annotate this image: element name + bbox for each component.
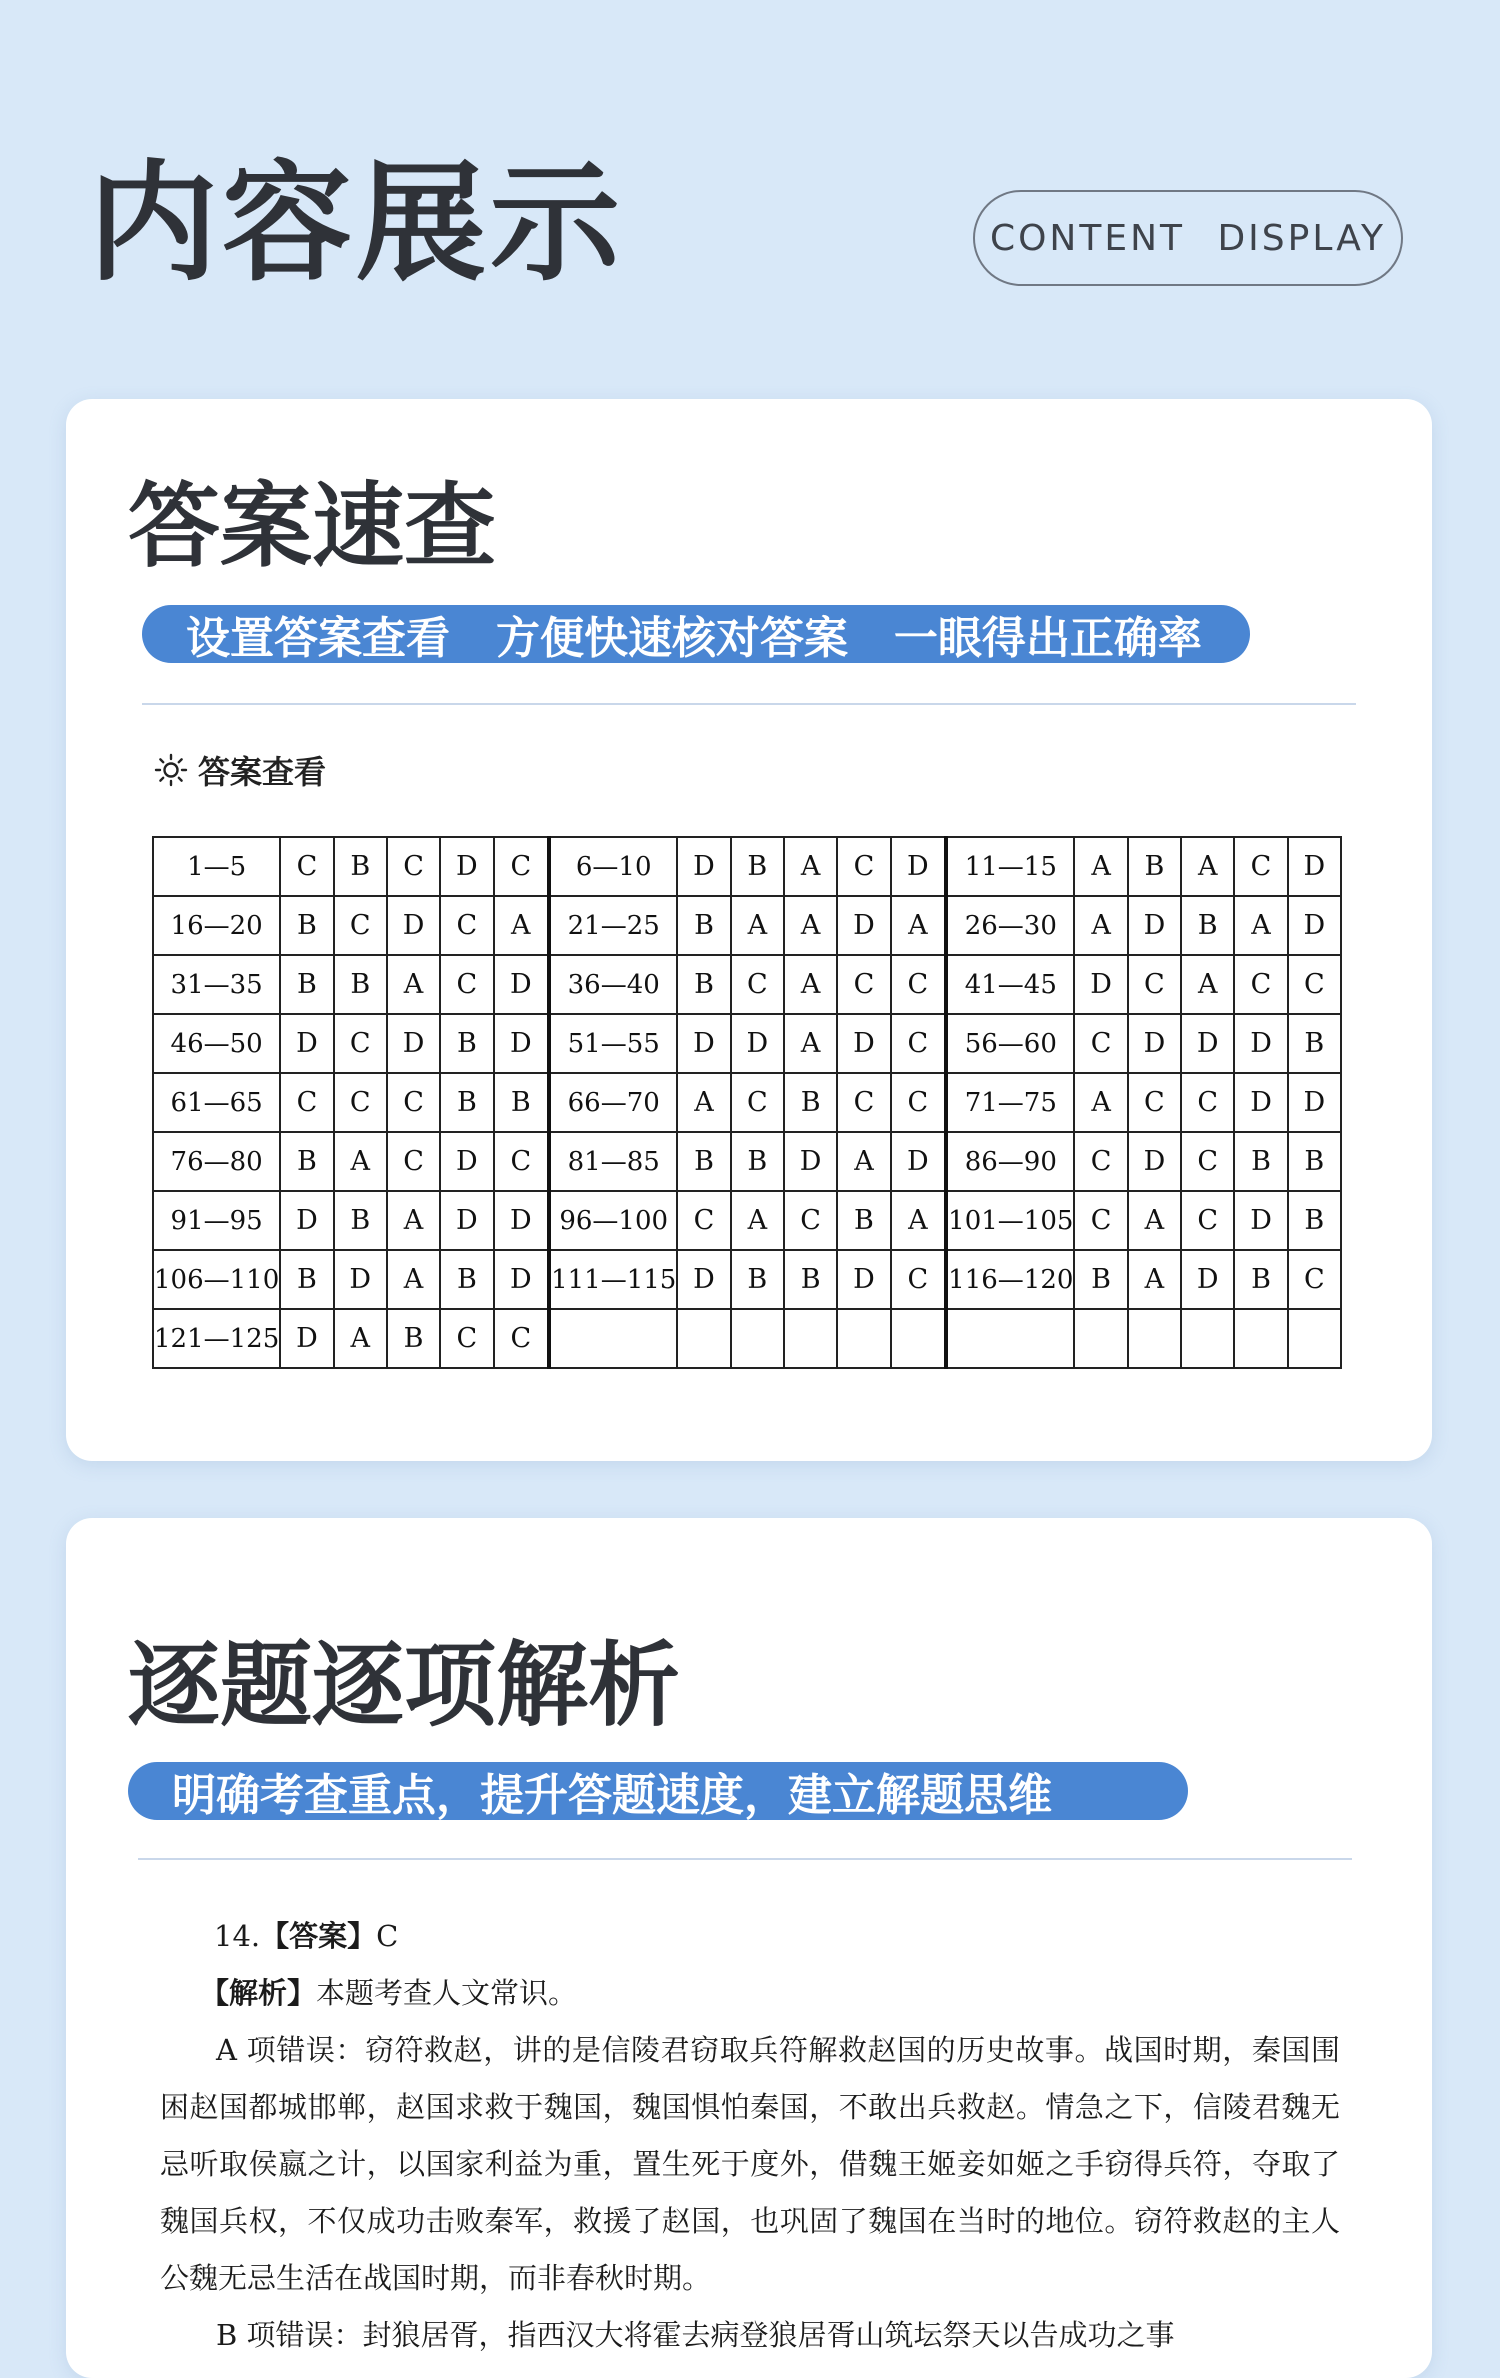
- answer-cell: D: [1288, 896, 1341, 955]
- answer-cell: C: [387, 1073, 440, 1132]
- analysis-card: [66, 1518, 1432, 2378]
- answer-cell: D: [784, 1132, 837, 1191]
- answer-cell: B: [677, 1132, 730, 1191]
- question-range-cell: 41—45: [946, 955, 1074, 1014]
- question-range-cell: 61—65: [153, 1073, 280, 1132]
- answer-cell: C: [440, 896, 493, 955]
- answer-cell: C: [731, 1073, 784, 1132]
- answer-cell: D: [837, 1250, 890, 1309]
- divider: [138, 1858, 1352, 1860]
- answer-cell: D: [1234, 1191, 1287, 1250]
- answer-cell: D: [891, 1132, 947, 1191]
- answer-cell: A: [837, 1132, 890, 1191]
- answer-cell: C: [891, 1073, 947, 1132]
- answer-cell: B: [440, 1073, 493, 1132]
- answer-cell: D: [1128, 1132, 1181, 1191]
- answer-cell: C: [837, 1073, 890, 1132]
- answer-cell: D: [1128, 1014, 1181, 1073]
- divider: [142, 703, 1356, 705]
- answer-cell: B: [1234, 1250, 1287, 1309]
- question-range-cell: 56—60: [946, 1014, 1074, 1073]
- option-b-paragraph: B 项错误：封狼居胥，指西汉大将霍去病登狼居胥山筑坛祭天以告成功之事: [216, 2318, 1175, 2352]
- answer-cell: B: [731, 1132, 784, 1191]
- answer-cell: A: [731, 1191, 784, 1250]
- answer-value: C: [376, 1919, 399, 1953]
- option-a-paragraph: A 项错误：窃符救赵，讲的是信陵君窃取兵符解救赵国的历史故事。战国时期，秦国围困赵国都城邯郸，赵国求救于魏国，魏国惧怕秦国，不敢出兵救赵。情急之下，信陵君魏无忌听取侯嬴之计，以国家利益为重，置生死于度外，借魏王姬妾如姬之手窃得兵符，夺取了魏国兵权，不仅成功击败秦军，救援了赵国，也巩固了魏国在当时的地位。窃符救赵的主人公魏无忌生活在战国时期，而非春秋时期。: [160, 2033, 1340, 2295]
- answer-cell: D: [440, 1132, 493, 1191]
- answer-cell: C: [440, 955, 493, 1014]
- sun-icon: [154, 753, 188, 787]
- answer-cell: D: [1234, 1073, 1287, 1132]
- answer-cell: B: [440, 1014, 493, 1073]
- table-row: [153, 1014, 1341, 1073]
- answer-cell: B: [1288, 1014, 1341, 1073]
- answer-cell: A: [891, 896, 947, 955]
- answer-cell: B: [731, 1250, 784, 1309]
- table-row: [153, 1191, 1341, 1250]
- answer-cell: [837, 1309, 890, 1368]
- answer-cell: C: [1234, 955, 1287, 1014]
- answer-cell: C: [1128, 955, 1181, 1014]
- answer-cell: C: [1234, 837, 1287, 896]
- answer-view-label: [154, 747, 326, 793]
- answer-cell: D: [837, 896, 890, 955]
- answer-lookup-card: [66, 399, 1432, 1461]
- question-range-cell: 111—115: [549, 1250, 677, 1309]
- answer-cell: B: [731, 837, 784, 896]
- analysis-intro: 本题考查人文常识。: [316, 1976, 578, 2010]
- answer-cell: C: [1074, 1132, 1127, 1191]
- question-range-cell: 31—35: [153, 955, 280, 1014]
- answer-cell: C: [837, 955, 890, 1014]
- question-range-cell: 6—10: [549, 837, 677, 896]
- question-range-cell: 116—120: [946, 1250, 1074, 1309]
- answer-cell: C: [280, 1073, 333, 1132]
- answer-cell: B: [280, 896, 333, 955]
- question-range-cell: 121—125: [153, 1309, 280, 1368]
- answer-cell: D: [1181, 1014, 1234, 1073]
- answer-cell: B: [1181, 896, 1234, 955]
- question-range-cell: 76—80: [153, 1132, 280, 1191]
- answer-cell: C: [837, 837, 890, 896]
- answer-cell: A: [1128, 1191, 1181, 1250]
- analysis-tag: 【解析】: [200, 1976, 317, 2010]
- answer-cell: C: [387, 1132, 440, 1191]
- question-range-cell: 51—55: [549, 1014, 677, 1073]
- answer-cell: C: [677, 1191, 730, 1250]
- answer-cell: C: [440, 1309, 493, 1368]
- question-range-cell: 66—70: [549, 1073, 677, 1132]
- question-range-cell: 11—15: [946, 837, 1074, 896]
- answer-cell: B: [494, 1073, 550, 1132]
- analysis-title: 逐题逐项解析: [128, 1632, 681, 1739]
- answer-cell: [1288, 1309, 1341, 1368]
- answer-cell: B: [280, 955, 333, 1014]
- answer-cell: C: [891, 1014, 947, 1073]
- question-range-cell: [946, 1309, 1074, 1368]
- question-range-cell: 81—85: [549, 1132, 677, 1191]
- answer-cell: D: [677, 1014, 730, 1073]
- answer-cell: D: [731, 1014, 784, 1073]
- answer-cell: B: [280, 1132, 333, 1191]
- answer-cell: B: [1074, 1250, 1127, 1309]
- answer-cell: C: [334, 896, 387, 955]
- question-range-cell: 16—20: [153, 896, 280, 955]
- question-number: 14.: [214, 1919, 261, 1953]
- answer-cell: D: [440, 837, 493, 896]
- answer-cell: A: [1074, 837, 1127, 896]
- answer-cell: A: [334, 1309, 387, 1368]
- table-row: [153, 955, 1341, 1014]
- answer-cell: A: [387, 1250, 440, 1309]
- content-display-badge: CONTENT DISPLAY: [973, 190, 1403, 286]
- answer-cell: D: [494, 1014, 550, 1073]
- answer-cell: C: [1074, 1014, 1127, 1073]
- question-range-cell: 86—90: [946, 1132, 1074, 1191]
- answer-cell: C: [494, 837, 550, 896]
- table-row: [153, 896, 1341, 955]
- answer-cell: [1128, 1309, 1181, 1368]
- answer-cell: A: [1234, 896, 1287, 955]
- answer-cell: D: [677, 1250, 730, 1309]
- answer-cell: B: [1288, 1191, 1341, 1250]
- answer-cell: C: [334, 1073, 387, 1132]
- answer-cell: D: [494, 1191, 550, 1250]
- answer-cell: D: [387, 896, 440, 955]
- answer-cell: C: [1181, 1191, 1234, 1250]
- answer-cell: D: [891, 837, 947, 896]
- question-range-cell: 106—110: [153, 1250, 280, 1309]
- answer-table: [152, 836, 1342, 1369]
- answer-cell: D: [387, 1014, 440, 1073]
- answer-cell: D: [837, 1014, 890, 1073]
- answer-cell: [677, 1309, 730, 1368]
- answer-cell: A: [784, 896, 837, 955]
- table-row: [153, 1132, 1341, 1191]
- answer-cell: [891, 1309, 947, 1368]
- table-row: [153, 1250, 1341, 1309]
- answer-cell: B: [334, 955, 387, 1014]
- analysis-content: [160, 1908, 1340, 2364]
- answer-cell: B: [440, 1250, 493, 1309]
- answer-cell: D: [677, 837, 730, 896]
- answer-cell: B: [334, 1191, 387, 1250]
- answer-cell: B: [677, 896, 730, 955]
- answer-cell: A: [784, 837, 837, 896]
- answer-cell: A: [891, 1191, 947, 1250]
- answer-cell: A: [1181, 955, 1234, 1014]
- question-range-cell: 1—5: [153, 837, 280, 896]
- question-range-cell: 91—95: [153, 1191, 280, 1250]
- answer-cell: D: [1074, 955, 1127, 1014]
- answer-cell: A: [731, 896, 784, 955]
- answer-cell: [1074, 1309, 1127, 1368]
- answer-line: [160, 1908, 1340, 1965]
- answer-cell: B: [1128, 837, 1181, 896]
- answer-lookup-title: 答案速查: [128, 473, 497, 580]
- answer-cell: A: [1181, 837, 1234, 896]
- answer-cell: C: [1181, 1132, 1234, 1191]
- answer-cell: A: [677, 1073, 730, 1132]
- answer-cell: B: [280, 1250, 333, 1309]
- answer-cell: [731, 1309, 784, 1368]
- table-row: [153, 837, 1341, 896]
- answer-cell: D: [1128, 896, 1181, 955]
- analysis-line: [160, 1965, 1340, 2022]
- question-range-cell: 101—105: [946, 1191, 1074, 1250]
- question-range-cell: 26—30: [946, 896, 1074, 955]
- answer-cell: B: [334, 837, 387, 896]
- answer-cell: A: [1074, 896, 1127, 955]
- answer-cell: C: [731, 955, 784, 1014]
- answer-cell: C: [1181, 1073, 1234, 1132]
- answer-cell: D: [280, 1014, 333, 1073]
- answer-cell: B: [1288, 1132, 1341, 1191]
- answer-cell: A: [1128, 1250, 1181, 1309]
- answer-cell: D: [494, 1250, 550, 1309]
- answer-cell: B: [784, 1073, 837, 1132]
- table-row: [153, 1073, 1341, 1132]
- question-range-cell: 96—100: [549, 1191, 677, 1250]
- answer-cell: D: [1288, 1073, 1341, 1132]
- answer-cell: D: [1181, 1250, 1234, 1309]
- answer-cell: B: [387, 1309, 440, 1368]
- question-range-cell: 71—75: [946, 1073, 1074, 1132]
- question-range-cell: 46—50: [153, 1014, 280, 1073]
- answer-cell: D: [334, 1250, 387, 1309]
- question-range-cell: [549, 1309, 677, 1368]
- answer-cell: C: [891, 955, 947, 1014]
- answer-cell: D: [440, 1191, 493, 1250]
- answer-cell: [1181, 1309, 1234, 1368]
- answer-cell: B: [784, 1250, 837, 1309]
- answer-cell: A: [494, 896, 550, 955]
- answer-view-text: 答案查看: [198, 753, 327, 791]
- answer-cell: B: [837, 1191, 890, 1250]
- answer-cell: A: [1074, 1073, 1127, 1132]
- answer-cell: C: [387, 837, 440, 896]
- answer-cell: B: [1234, 1132, 1287, 1191]
- answer-cell: C: [334, 1014, 387, 1073]
- question-range-cell: 21—25: [549, 896, 677, 955]
- analysis-banner: 明确考查重点，提升答题速度，建立解题思维: [128, 1762, 1188, 1820]
- answer-cell: C: [1128, 1073, 1181, 1132]
- answer-cell: B: [677, 955, 730, 1014]
- table-row: [153, 1309, 1341, 1368]
- answer-cell: A: [387, 955, 440, 1014]
- answer-cell: [1234, 1309, 1287, 1368]
- answer-cell: C: [1288, 1250, 1341, 1309]
- answer-cell: A: [784, 1014, 837, 1073]
- answer-tag: 【答案】: [260, 1919, 377, 1953]
- answer-cell: C: [280, 837, 333, 896]
- question-range-cell: 36—40: [549, 955, 677, 1014]
- answer-cell: C: [1288, 955, 1341, 1014]
- answer-cell: D: [280, 1309, 333, 1368]
- answer-cell: C: [1074, 1191, 1127, 1250]
- answer-cell: A: [334, 1132, 387, 1191]
- answer-cell: D: [280, 1191, 333, 1250]
- answer-cell: D: [494, 955, 550, 1014]
- answer-cell: A: [784, 955, 837, 1014]
- answer-cell: [784, 1309, 837, 1368]
- answer-cell: D: [1234, 1014, 1287, 1073]
- answer-cell: A: [387, 1191, 440, 1250]
- answer-cell: C: [494, 1309, 550, 1368]
- answer-cell: C: [784, 1191, 837, 1250]
- answer-cell: C: [891, 1250, 947, 1309]
- answer-cell: C: [494, 1132, 550, 1191]
- answer-cell: D: [1288, 837, 1341, 896]
- answer-lookup-banner: 设置答案查看 方便快速核对答案 一眼得出正确率: [142, 605, 1250, 663]
- page-title: 内容展示: [88, 147, 625, 299]
